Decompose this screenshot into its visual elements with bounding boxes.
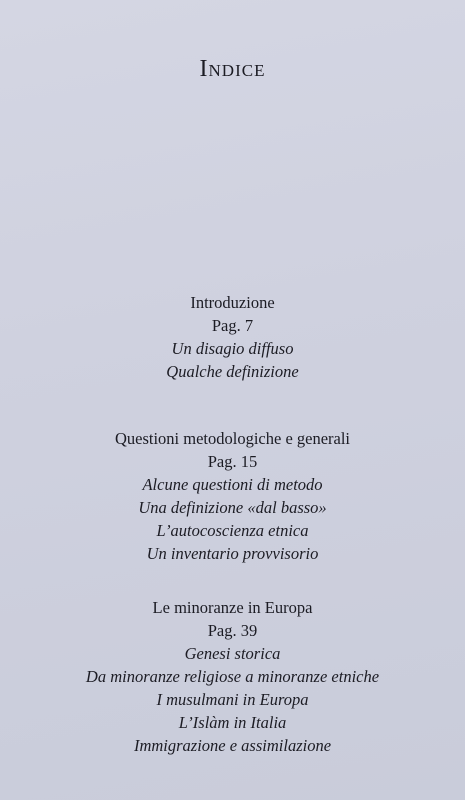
toc-section-questioni <box>0 427 465 565</box>
subsection-item: L’autocoscienza etnica <box>156 521 309 540</box>
subsection-item: Una definizione «dal basso» <box>138 498 327 517</box>
section-heading: Introduzione <box>190 293 275 312</box>
section-page-number: Pag. 7 <box>211 316 254 335</box>
subsection-item: Un inventario provvisorio <box>146 544 319 563</box>
subsection-item: L’Islàm in Italia <box>178 713 287 732</box>
subsection-item: Un disagio diffuso <box>171 339 294 358</box>
section-heading: Le minoranze in Europa <box>152 598 313 617</box>
toc-section-introduzione <box>0 291 465 383</box>
page-title: Indice <box>199 56 266 82</box>
subsection-item: Qualche definizione <box>166 362 299 381</box>
section-page-number: Pag. 39 <box>207 621 258 640</box>
subsection-item: Da minoranze religiose a minoranze etniche <box>85 667 380 686</box>
section-heading: Questioni metodologiche e generali <box>114 429 351 448</box>
subsection-item: Genesi storica <box>184 644 281 663</box>
toc-section-minoranze <box>0 596 465 757</box>
subsection-item: Immigrazione e assimilazione <box>133 736 332 755</box>
subsection-item: Alcune questioni di metodo <box>142 475 323 494</box>
subsection-item: I musulmani in Europa <box>156 690 309 709</box>
section-page-number: Pag. 15 <box>207 452 258 471</box>
